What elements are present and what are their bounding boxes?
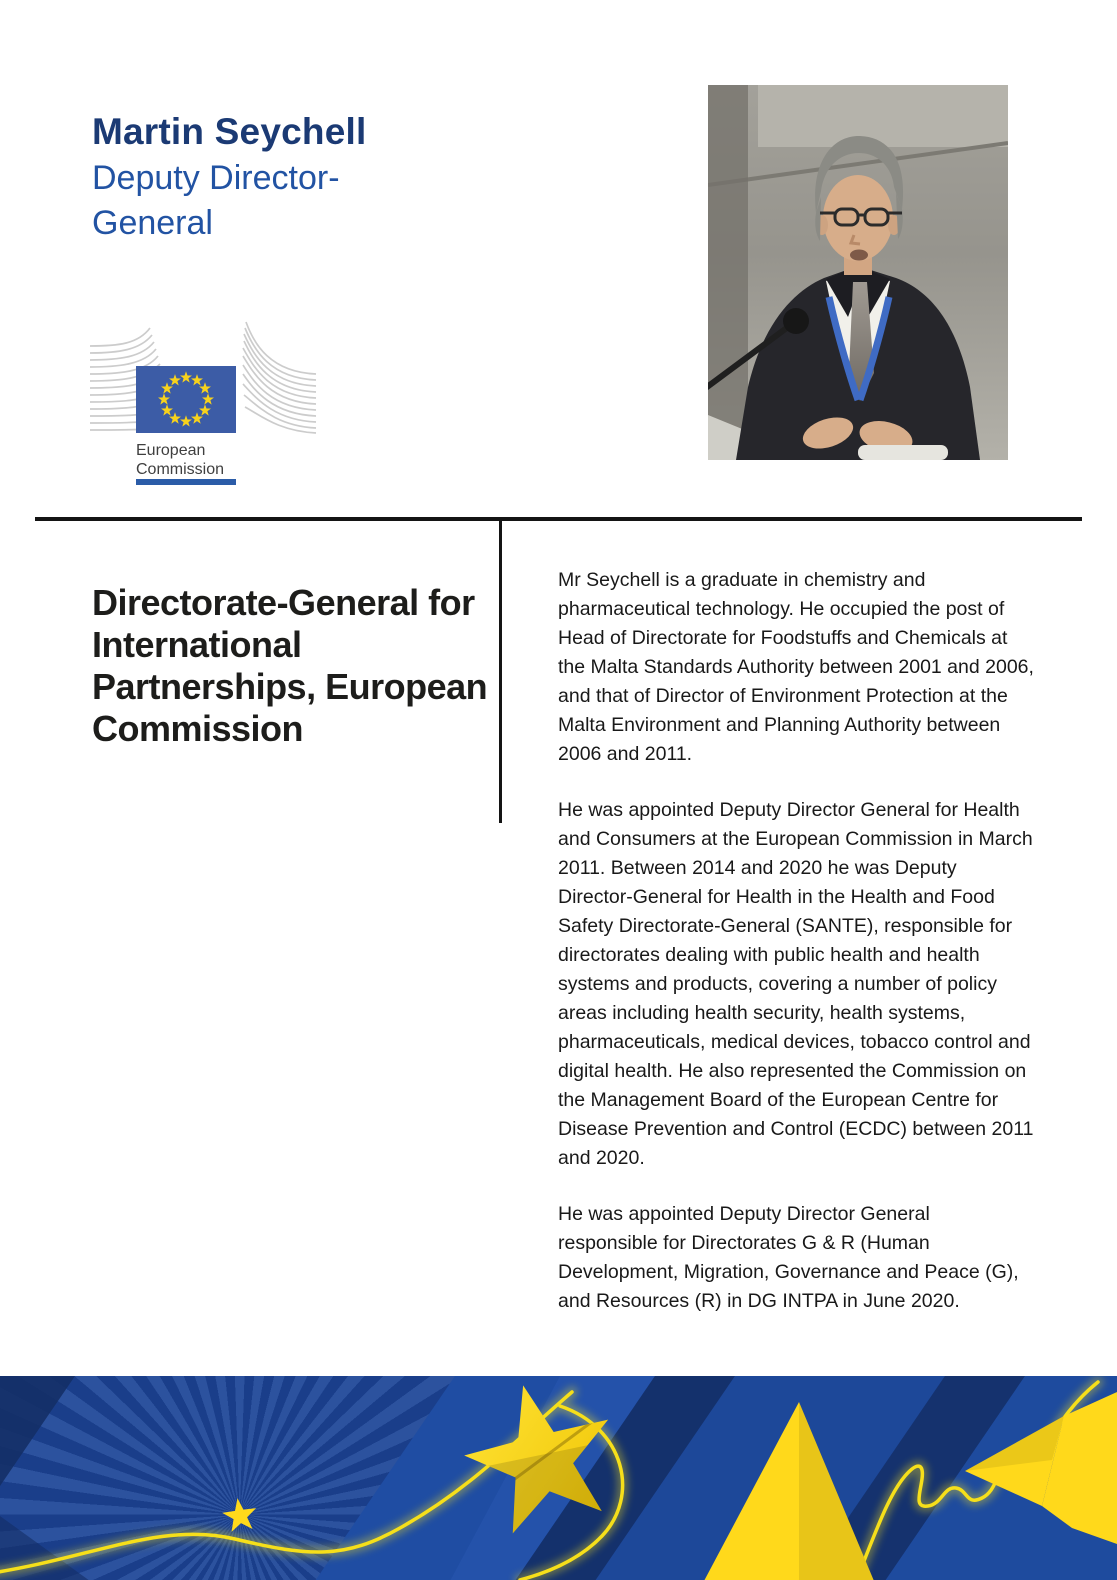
logo-blue-bar bbox=[136, 479, 236, 485]
role-subtitle: Deputy Director-General bbox=[92, 159, 340, 242]
portrait-photo bbox=[708, 85, 1008, 460]
small-star-icon bbox=[221, 1496, 259, 1533]
logo-text-line1: European bbox=[136, 442, 206, 459]
bio-paragraph-3: He was appointed Deputy Director General responsible for Directorates G & R (Human Development, Migration, Governance and Peace (G), and Resources (R) in DG INTPA in June 2020. bbox=[558, 1203, 1019, 1312]
european-commission-logo bbox=[88, 316, 320, 486]
section-divider bbox=[35, 517, 1082, 521]
dg-heading: Directorate-General for International Partnerships, European Commission bbox=[92, 582, 488, 750]
footer-artwork bbox=[0, 1376, 1117, 1580]
logo-text-line2: Commission bbox=[136, 461, 225, 478]
bio-paragraph-1: Mr Seychell is a graduate in chemistry and pharmaceutical technology. He occupied the post of Head of Directorate for Foodstuffs and Chemicals at the Malta Standards Authority between 2001 and 2006, and that of Director of Environment Protection at the Malta Environment and Planning Authority between 2006 and 2011. bbox=[558, 569, 1034, 765]
page-title: Martin Seychell bbox=[92, 110, 367, 152]
footer-illustration bbox=[0, 1376, 1117, 1580]
logo-flow-lines-right bbox=[243, 322, 316, 433]
portrait-illustration bbox=[708, 85, 1008, 460]
bio-paragraph-2: He was appointed Deputy Director General for Health and Consumers at the European Commission in March 2011. Between 2014 and 2020 he was Deputy Director-General for Health in the Health and Food Safety Directorate-General (SANTE), responsible for directorates dealing with public health and health systems and products, covering a number of policy areas including health security, health systems, pharmaceuticals, medical devices, tobacco control and digital health. He also represented the Commission on the Management Board of the European Centre for Disease Prevention and Control (ECDC) between 2011 and 2020. bbox=[558, 799, 1034, 1169]
biography bbox=[558, 566, 1034, 1343]
